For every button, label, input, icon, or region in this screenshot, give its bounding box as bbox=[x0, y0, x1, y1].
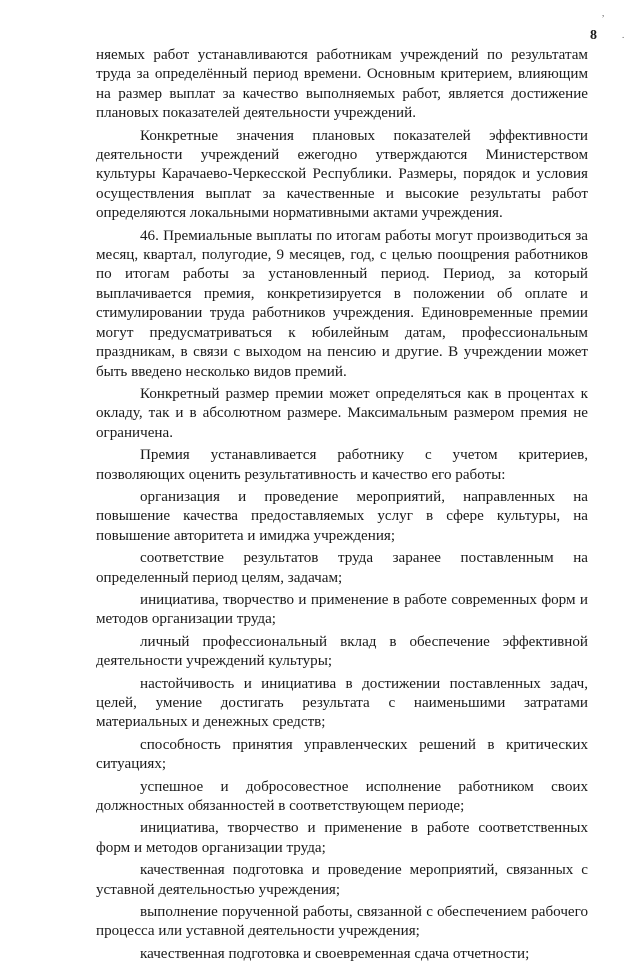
criteria-list-item: инициатива, творчество и применение в работе современных форм и методов организации труда; bbox=[96, 591, 588, 628]
criteria-list-item: качественная подготовка и своевременная сдача отчетности; bbox=[140, 945, 530, 962]
paragraph-46-bonus-payments: 46. Премиальные выплаты по итогам работы могут производиться за месяц, квартал, полугодие, 9 месяцев, год, с целью поощрения работников по итогам работы за установленный период. Период, за который выплачивается премия, конкретизируется в положении об оплате и стимулировании труда работников учреждения. Единовременные премии могут предусматриваться к юбилейным датам, профессиональным праздникам, в связи с выходом на пенсию и другие. В учреждении может быть введено несколько видов премий. bbox=[96, 227, 588, 380]
scan-mark: , bbox=[602, 8, 605, 18]
paragraph-continuation: няемых работ устанавливаются работникам учреждений по результатам труда за определённый период времени. Основным критерием, влияющим на размер выплат за качество выполняемых работ, является достижение плановых показателей деятельности учреждений. bbox=[96, 47, 588, 122]
criteria-list-item: успешное и добросовестное исполнение работником своих должностных обязанностей в соответствующем периоде; bbox=[96, 778, 588, 815]
criteria-list-item: организация и проведение мероприятий, направленных на повышение качества предоставляемых услуг в сфере культуры, на повышение авторитета и имиджа учреждения; bbox=[96, 488, 588, 544]
criteria-list-item: инициатива, творчество и применение в работе соответственных форм и методов организации труда; bbox=[96, 820, 588, 856]
criteria-list-item: выполнение порученной работы, связанной с обеспечением рабочего процесса или уставной деятельности учреждения; bbox=[96, 904, 588, 940]
criteria-list-item: соответствие результатов труда заранее поставленным на определенный период целям, задачам; bbox=[96, 550, 588, 586]
criteria-list-item: способность принятия управленческих решений в критических ситуациях; bbox=[96, 736, 588, 773]
scan-mark: . bbox=[622, 30, 625, 40]
document-body bbox=[96, 46, 588, 964]
criteria-list-item: настойчивость и инициатива в достижении поставленных задач, целей, умение достигать результата с наименьшими затратами материальных и денежных средств; bbox=[96, 675, 588, 731]
criteria-list-item: качественная подготовка и проведение мероприятий, связанных с уставной деятельностью учреждения; bbox=[96, 862, 588, 898]
paragraph-bonus-criteria-intro: Премия устанавливается работнику с учетом критериев, позволяющих оценить результативность и качество его работы: bbox=[96, 447, 588, 483]
page-number: 8 bbox=[590, 28, 597, 43]
paragraph-bonus-size: Конкретный размер премии может определяться как в процентах к окладу, так и в абсолютном размере. Максимальным размером премия не ограничена. bbox=[96, 385, 588, 441]
paragraph-plan-indicators: Конкретные значения плановых показателей эффективности деятельности учреждений ежегодно утверждаются Министерством культуры Карачаево-Черкесской Республики. Размеры, порядок и условия осуществления выплат за качественные и высокие результаты работ определяются локальными нормативными актами учреждения. bbox=[96, 127, 588, 222]
criteria-list-item: личный профессиональный вклад в обеспечение эффективной деятельности учреждений культуры; bbox=[96, 633, 588, 670]
